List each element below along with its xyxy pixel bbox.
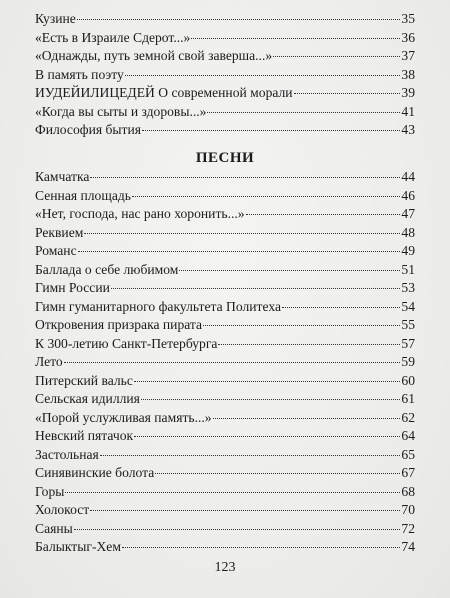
toc-entry-page: 53 xyxy=(401,280,415,295)
toc-entry xyxy=(35,390,415,409)
toc-entry xyxy=(35,483,415,502)
toc-entry-title: «Есть в Израиле Сдерот...» xyxy=(35,29,191,45)
toc-entry-title: Горы xyxy=(35,483,65,499)
toc-entry-page: 35 xyxy=(401,11,415,26)
toc-entry-page: 55 xyxy=(401,317,415,332)
toc-entry-page: 68 xyxy=(401,483,415,499)
toc-entry-title: Застольная xyxy=(35,446,99,462)
toc-entry-title: Романс xyxy=(35,243,77,258)
dot-leader xyxy=(207,112,400,113)
toc-entry-page: 47 xyxy=(401,206,415,221)
dot-leader xyxy=(64,362,401,363)
toc-entry-title: Невский пятачок xyxy=(35,428,134,443)
toc-entry xyxy=(35,464,415,483)
toc-entry-title: Баллада о себе любимом xyxy=(35,261,179,277)
dot-leader xyxy=(273,56,400,57)
toc-entry-page: 37 xyxy=(401,48,415,63)
dot-leader xyxy=(122,547,400,548)
toc-entry-page: 67 xyxy=(401,465,415,480)
toc-entry xyxy=(35,409,415,428)
toc-entry xyxy=(35,427,415,446)
toc-entry-page: 60 xyxy=(401,372,415,388)
dot-leader xyxy=(282,307,400,308)
toc-entry xyxy=(35,47,415,66)
toc-entry xyxy=(35,103,415,122)
toc-entry-title: Камчатка xyxy=(35,169,90,184)
toc-entry-page: 49 xyxy=(401,243,415,258)
dot-leader xyxy=(74,529,401,530)
toc-entry-title: Холокост xyxy=(35,502,90,517)
dot-leader xyxy=(213,418,401,419)
toc-entry-title: «Порой услужливая память...» xyxy=(35,409,212,425)
dot-leader xyxy=(218,344,400,345)
toc-entry-page: 51 xyxy=(401,261,415,277)
toc-entry-page: 57 xyxy=(401,335,415,351)
toc-entry xyxy=(35,316,415,335)
toc-entry-page: 48 xyxy=(401,224,415,240)
toc-entry-page: 43 xyxy=(401,122,415,137)
toc-list-songs xyxy=(35,168,415,557)
toc-entry-title: Откровения призрака пирата xyxy=(35,317,203,332)
toc-entry xyxy=(35,520,415,539)
toc-entry-page: 62 xyxy=(401,409,415,425)
dot-leader xyxy=(77,19,401,20)
toc-entry xyxy=(35,335,415,354)
toc-entry xyxy=(35,168,415,187)
toc-entry-page: 38 xyxy=(401,66,415,82)
section-heading: ПЕСНИ xyxy=(195,150,255,166)
toc-entry xyxy=(35,121,415,140)
toc-entry-title: Кузине xyxy=(35,11,76,26)
toc-entry xyxy=(35,501,415,520)
toc-entry-title: «Когда вы сыты и здоровы...» xyxy=(35,103,207,119)
toc-entry xyxy=(35,261,415,280)
dot-leader xyxy=(78,251,401,252)
toc-entry-title: В память поэту xyxy=(35,66,124,82)
page-number: 123 xyxy=(214,560,236,575)
toc-entry-title: «Однажды, путь земной свой заверша...» xyxy=(35,48,273,63)
dot-leader xyxy=(111,288,401,289)
toc-entry-page: 61 xyxy=(401,391,415,406)
toc-entry-title: ИУДЕЙИЛИЦЕДЕЙ О современной морали xyxy=(35,85,293,100)
dot-leader xyxy=(155,473,400,474)
toc-entry-title: Лето xyxy=(35,354,63,369)
toc-entry xyxy=(35,242,415,261)
dot-leader xyxy=(294,93,401,94)
dot-leader xyxy=(65,492,400,493)
toc-entry xyxy=(35,84,415,103)
toc-entry-title: Синявинские болота xyxy=(35,465,155,480)
toc-entry-title: К 300-летию Санкт-Петербурга xyxy=(35,335,218,351)
toc-entry xyxy=(35,187,415,206)
toc-entry-title: Гимн гуманитарного факультета Политеха xyxy=(35,298,281,314)
dot-leader xyxy=(90,177,400,178)
toc-entry xyxy=(35,224,415,243)
toc-entry-page: 70 xyxy=(401,502,415,517)
dot-leader xyxy=(142,130,400,131)
toc-list-top xyxy=(35,10,415,140)
dot-leader xyxy=(179,270,400,271)
toc-entry-title: «Нет, господа, нас рано хоронить...» xyxy=(35,206,245,221)
toc-entry-page: 41 xyxy=(401,103,415,119)
toc-entry-page: 36 xyxy=(401,29,415,45)
toc-entry xyxy=(35,205,415,224)
toc-entry-title: Сенная площадь xyxy=(35,187,131,203)
dot-leader xyxy=(125,75,401,76)
toc-entry-page: 74 xyxy=(401,539,415,554)
toc-entry xyxy=(35,446,415,465)
toc-entry xyxy=(35,353,415,372)
toc-entry-title: Реквием xyxy=(35,224,84,240)
dot-leader xyxy=(141,399,400,400)
toc-entry-title: Балыктыг-Хем xyxy=(35,539,121,554)
toc-entry-title: Сельская идиллия xyxy=(35,391,140,406)
dot-leader xyxy=(134,436,400,437)
dot-leader xyxy=(132,196,400,197)
toc-entry-title: Философия бытия xyxy=(35,122,142,137)
dot-leader xyxy=(90,510,400,511)
toc-entry-page: 64 xyxy=(401,428,415,443)
dot-leader xyxy=(246,214,401,215)
dot-leader xyxy=(134,381,401,382)
dot-leader xyxy=(84,233,400,234)
toc-entry-page: 46 xyxy=(401,187,415,203)
dot-leader xyxy=(191,38,400,39)
toc-entry-title: Питерский вальс xyxy=(35,372,133,388)
toc-entry-page: 65 xyxy=(401,446,415,462)
toc-entry-page: 72 xyxy=(401,520,415,536)
toc-entry-page: 59 xyxy=(401,354,415,369)
toc-entry xyxy=(35,66,415,85)
toc-entry xyxy=(35,10,415,29)
toc-entry xyxy=(35,372,415,391)
toc-entry-title: Саяны xyxy=(35,520,73,536)
dot-leader xyxy=(203,325,400,326)
toc-entry-title: Гимн России xyxy=(35,280,110,295)
toc-entry xyxy=(35,298,415,317)
toc-entry xyxy=(35,279,415,298)
toc-entry xyxy=(35,538,415,557)
toc-entry-page: 54 xyxy=(401,298,415,314)
dot-leader xyxy=(100,455,401,456)
toc-entry-page: 44 xyxy=(401,169,415,184)
toc-entry xyxy=(35,29,415,48)
toc-entry-page: 39 xyxy=(401,85,415,100)
